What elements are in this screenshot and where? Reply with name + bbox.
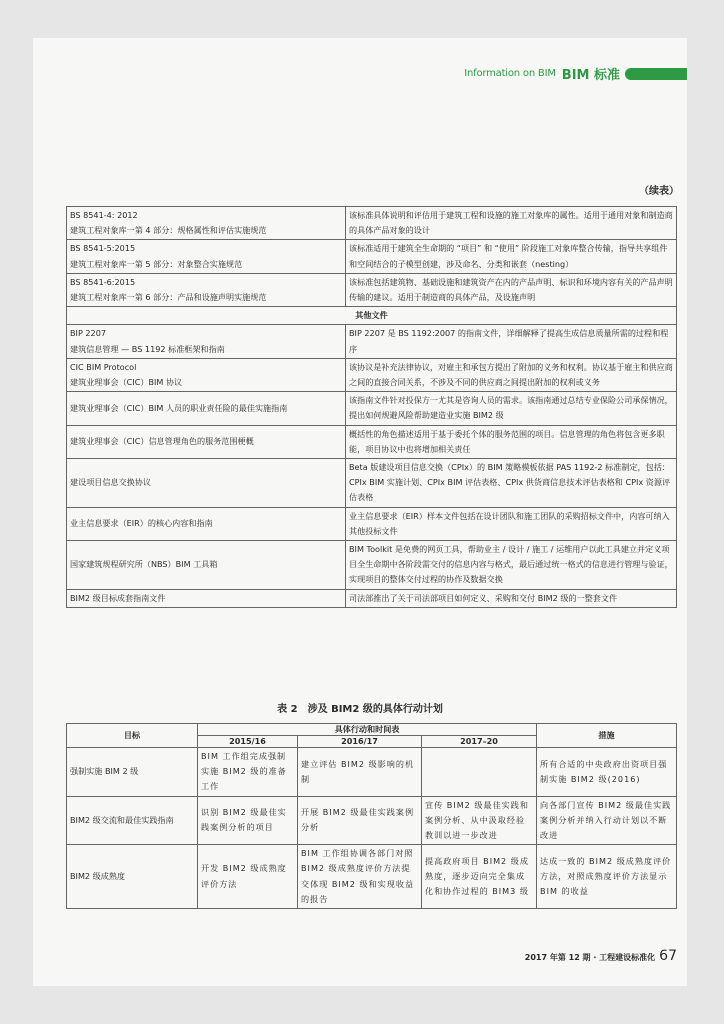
standard-cell bbox=[67, 325, 346, 358]
standard-code: 建筑业理事会（CIC）信息管理角色的服务范围梗概 bbox=[70, 436, 254, 447]
standard-cell bbox=[67, 358, 346, 391]
standards-table-body bbox=[67, 207, 677, 307]
table-row bbox=[67, 507, 677, 540]
standard-title: 建筑业理事会（CIC）BIM 协议 bbox=[70, 377, 183, 388]
section-title-en: Information on BIM bbox=[464, 68, 556, 79]
page-number: 67 bbox=[659, 948, 677, 964]
standard-title: 建筑工程对象库一第 4 部分：规格属性和评估实施规范 bbox=[70, 225, 267, 236]
subheader-row bbox=[67, 307, 677, 325]
description-cell: BIP 2207 是 BS 1192:2007 的指南文件，详细解释了提高生成信息质量所需的过程和程序 bbox=[346, 325, 677, 358]
journal-issue: 2017 年第 12 期 · 工程建设标准化 bbox=[524, 953, 656, 962]
standard-code: BIP 2207 bbox=[70, 328, 106, 339]
section-title-cn: BIM 标准 bbox=[561, 68, 620, 83]
standard-cell bbox=[67, 425, 346, 458]
action-plan-body bbox=[67, 748, 677, 909]
action-plan-header bbox=[67, 724, 677, 748]
table-row bbox=[67, 845, 677, 909]
standard-title: 建筑工程对象库一第 6 部分：产品和设施声明实施规范 bbox=[70, 292, 267, 303]
description-cell: BIM Toolkit 是免费的网页工具，帮助业主 / 设计 / 施工 / 运维用户以此工具建立并定义项目全生命期中各阶段需交付的信息内容与格式，最后通过统一格式的信息进行管理与验证，实现项目的整体交付过程的协作及数据交换 bbox=[346, 541, 677, 590]
section-header bbox=[464, 64, 687, 83]
subheader-section bbox=[67, 307, 677, 325]
standard-code: 业主信息要求（EIR）的核心内容和指南 bbox=[70, 518, 213, 529]
page-footer bbox=[525, 948, 677, 964]
goal-cell: BIM2 级成熟度 bbox=[67, 845, 198, 909]
goal-header: 目标 bbox=[67, 724, 198, 748]
table-row bbox=[67, 358, 677, 391]
measures-cell: 所有合适的中央政府出资项目强制实施 BIM2 级(2016) bbox=[537, 748, 677, 797]
standard-title: 建筑工程对象库一第 5 部分：对象整合实施规范 bbox=[70, 258, 243, 269]
table-row bbox=[67, 240, 677, 273]
description-cell: 该协议是补充法律协议，对雇主和承包方提出了附加的义务和权利。协议基于雇主和供应商之间的直接合同关系，不涉及不同的供应商之间提出附加的权利或义务 bbox=[346, 358, 677, 391]
action-2016-17-cell: 开展 BIM2 级最佳实践案例分析 bbox=[298, 796, 422, 845]
action-2017-20-cell: 提高政府项目 BIM2 级成熟度，逐步迈向完全集成化和协作过程的 BIM3 级 bbox=[422, 845, 537, 909]
journal-page bbox=[33, 38, 687, 986]
timeline-header: 具体行动和时间表 bbox=[198, 724, 537, 736]
standard-code: BIM2 级目标成套指南文件 bbox=[70, 592, 166, 603]
standard-code: 建筑业理事会（CIC）BIM 人员的职业责任险的最佳实施指南 bbox=[70, 402, 288, 413]
header-row bbox=[67, 724, 677, 736]
table-row bbox=[67, 459, 677, 508]
table-row bbox=[67, 325, 677, 358]
year-header: 2017–20 bbox=[422, 736, 537, 748]
measures-header: 措施 bbox=[537, 724, 677, 748]
standard-cell bbox=[67, 273, 346, 306]
goal-cell: 强制实施 BIM 2 级 bbox=[67, 748, 198, 797]
standard-cell bbox=[67, 589, 346, 607]
description-cell: 该标准包括建筑物、基础设施和建筑资产在内的产品声明、标识和环境内容有关的产品声明传输的建议。适用于制造商的具体产品，及设施声明 bbox=[346, 273, 677, 306]
action-2015-16-cell: 开发 BIM2 级成熟度评价方法 bbox=[198, 845, 298, 909]
other-documents-subheader: 其他文件 bbox=[67, 307, 677, 325]
action-2016-17-cell: 建立评估 BIM2 级影响的机制 bbox=[298, 748, 422, 797]
standard-code: BS 8541-4: 2012 bbox=[70, 210, 138, 220]
standard-cell bbox=[67, 507, 346, 540]
table-row bbox=[67, 273, 677, 306]
standard-code: BS 8541-5:2015 bbox=[70, 243, 136, 254]
other-documents-body bbox=[67, 325, 677, 607]
action-2016-17-cell: BIM 工作组协调各部门对照 BIM2 级成熟度评价方法提交体现 BIM2 级和实现收益的报告 bbox=[298, 845, 422, 909]
action-plan-table bbox=[66, 723, 677, 909]
description-cell: 该标准具体说明和评估用于建筑工程和设施的施工对象库的属性。适用于通用对象和制造商的具体产品对象的设计 bbox=[346, 207, 677, 240]
description-cell: 概括性的角色描述适用于基于委托个体的服务范围的项目。信息管理的角色将包含更多职能，项目协议中也将增加相关责任 bbox=[346, 425, 677, 458]
table-row bbox=[67, 796, 677, 845]
standard-code: CIC BIM Protocol bbox=[70, 361, 137, 372]
goal-cell: BIM2 级交流和最佳实践指南 bbox=[67, 796, 198, 845]
table-row bbox=[67, 541, 677, 590]
standard-code: 国家建筑规程研究所（NBS）BIM 工具箱 bbox=[70, 559, 218, 570]
action-2017-20-cell: 宣传 BIM2 级最佳实践和案例分析、从中汲取经验教训以进一步改进 bbox=[422, 796, 537, 845]
measures-cell: 达成一致的 BIM2 级成熟度评价方法，对照成熟度评价方法显示 BIM 的收益 bbox=[537, 845, 677, 909]
table2-caption: 表 2 涉及 BIM2 级的具体行动计划 bbox=[277, 704, 443, 715]
description-cell: Beta 版建设项目信息交换（CPIx）的 BIM 策略模板依据 PAS 1192-2 标准制定，包括：CPIx BIM 实施计划、CPIx BIM 评估表格、CPIx 供货商信息技术评估表格和 CPIx 资源评估表格 bbox=[346, 459, 677, 508]
standards-table bbox=[66, 206, 677, 608]
standard-code: BS 8541-6:2015 bbox=[70, 276, 136, 287]
year-header: 2015/16 bbox=[198, 736, 298, 748]
standard-cell bbox=[67, 240, 346, 273]
year-header: 2016/17 bbox=[298, 736, 422, 748]
standard-cell bbox=[67, 541, 346, 590]
table-row bbox=[67, 392, 677, 425]
standard-cell bbox=[67, 392, 346, 425]
description-cell: 司法部推出了关于司法部项目如何定义、采购和交付 BIM2 级的一整套文件 bbox=[346, 589, 677, 607]
description-cell: 该标准适用于建筑全生命期的 “项目” 和 “使用” 阶段施工对象库整合传输，指导共享组件和空间结合的子模型创建，涉及命名、分类和嵌套（nesting） bbox=[346, 240, 677, 273]
standard-title: 建筑信息管理 — BS 1192 标准框架和指南 bbox=[70, 343, 225, 354]
action-2015-16-cell: BIM 工作组完成强制实施 BIM2 级的准备工作 bbox=[198, 748, 298, 797]
standard-cell bbox=[67, 459, 346, 508]
table-row bbox=[67, 425, 677, 458]
table-row bbox=[67, 748, 677, 797]
action-2015-16-cell: 识别 BIM2 级最佳实践案例分析的项目 bbox=[198, 796, 298, 845]
accent-bar bbox=[625, 68, 687, 80]
action-2017-20-cell bbox=[422, 748, 537, 797]
table-row bbox=[67, 589, 677, 607]
table-row bbox=[67, 207, 677, 240]
measures-cell: 向各部门宣传 BIM2 级最佳实践案例分析并纳入行动计划以不断改进 bbox=[537, 796, 677, 845]
description-cell: 该指南文件针对投保方一尤其是咨询人员的需求。该指南通过总结专业保险公司承保情况，提出如何规避风险帮助建造业实施 BIM2 级 bbox=[346, 392, 677, 425]
standard-cell bbox=[67, 207, 346, 240]
standard-code: 建设项目信息交换协议 bbox=[70, 477, 151, 488]
continued-label: （续表） bbox=[639, 186, 679, 197]
description-cell: 业主信息要求（EIR）样本文件包括在设计团队和施工团队的采购招标文件中，内容可纳入其他投标文件 bbox=[346, 507, 677, 540]
